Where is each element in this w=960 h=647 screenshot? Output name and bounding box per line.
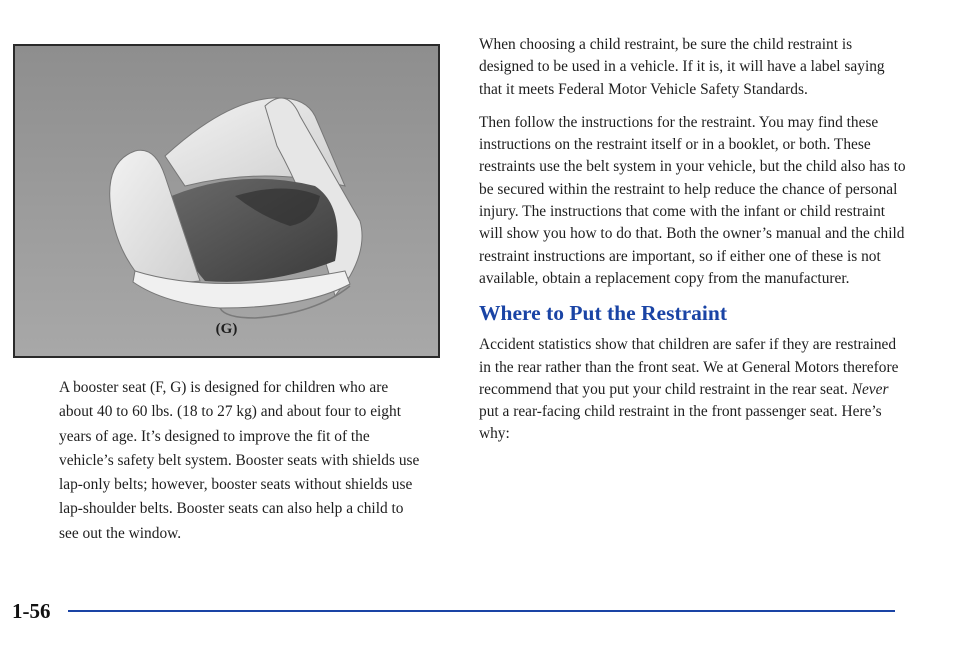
right-column (479, 34, 909, 457)
paragraph-choosing-restraint: When choosing a child restraint, be sure the child restraint is designed to be used in a vehicle. If it is, it will have a label saying that it meets Federal Motor Vehicle Safety Standards. (479, 36, 885, 98)
paragraph-accident-statistics (479, 334, 909, 445)
footer-rule (68, 610, 895, 612)
paragraph-text-start: Accident statistics show that children are safer if they are restrained in the rear rather than the front seat. We at General Motors therefore recommend that you put your child restraint in the rear seat. (479, 336, 899, 398)
paragraph-follow-instructions: Then follow the instructions for the restraint. You may find these instructions on the restraint itself or in a booklet, or both. These restraints use the belt system in your vehicle, but the child also has to be secured within the restraint to help reduce the chance of personal injury. The instructions that come with the infant or child restraint will show you how to do that. Both the owner’s manual and the child restraint instructions are important, so if either one of these is not available, obtain a replacement copy from the manufacturer. (479, 113, 906, 287)
booster-seat-figure (13, 44, 440, 358)
paragraph-text-end: put a rear-facing child restraint in the front passenger seat. Here’s why: (479, 403, 882, 443)
emphasis-never: Never (851, 380, 889, 398)
section-heading: Where to Put the Restraint (479, 301, 727, 326)
figure-label: (G) (215, 321, 238, 337)
booster-seat-illustration (15, 46, 438, 356)
booster-seat-caption: A booster seat (F, G) is designed for children who are about 40 to 60 lbs. (18 to 27 kg) and about four to eight years of age. It’s designed to improve the fit of the vehicle’s safety belt system. Booster seats with shields use lap-only belts; however, booster seats without shields use lap-shoulder belts. Booster seats can also help a child to see out the window. (59, 379, 420, 542)
page-number: 1-56 (12, 599, 51, 623)
